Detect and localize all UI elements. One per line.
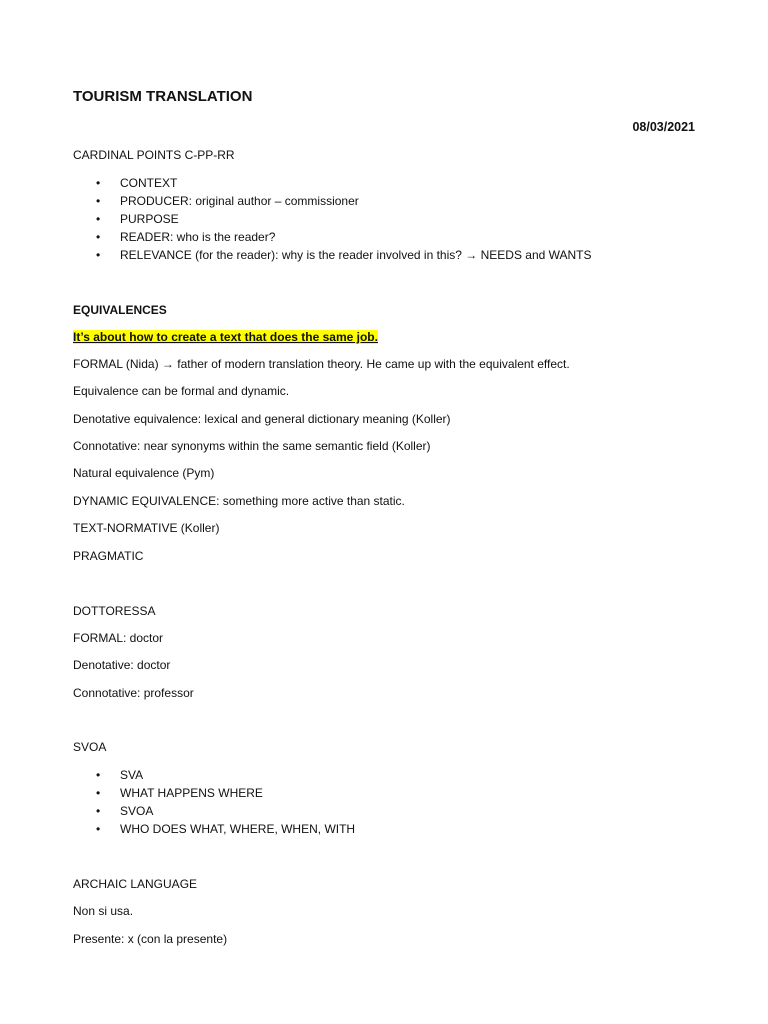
list-item: • WHAT HAPPENS WHERE xyxy=(96,786,263,800)
svoa-list xyxy=(73,768,355,840)
bullet-icon: • xyxy=(96,822,101,836)
bullet-icon: • xyxy=(96,768,101,782)
text-line: FORMAL (Nida) → father of modern translation theory. He came up with the equivalent effect. xyxy=(73,357,570,371)
document-date: 08/03/2021 xyxy=(632,120,695,134)
text-line: Denotative equivalence: lexical and general dictionary meaning (Koller) xyxy=(73,412,451,426)
document-title: TOURISM TRANSLATION xyxy=(73,88,253,105)
cardinal-points-list xyxy=(73,176,592,266)
text-line: Non si usa. xyxy=(73,904,134,918)
bullet-icon: • xyxy=(96,230,101,244)
bullet-icon: • xyxy=(96,786,101,800)
dottoressa-heading: DOTTORESSA xyxy=(73,604,156,618)
list-item: • READER: who is the reader? xyxy=(96,230,276,244)
text-line: Equivalence can be formal and dynamic. xyxy=(73,384,290,398)
equivalences-heading: EQUIVALENCES xyxy=(73,303,167,317)
bullet-icon: • xyxy=(96,212,101,226)
bullet-icon: • xyxy=(96,176,101,190)
text-line: PRAGMATIC xyxy=(73,549,144,563)
archaic-language-heading: ARCHAIC LANGUAGE xyxy=(73,877,198,891)
list-item: • PURPOSE xyxy=(96,212,179,226)
text-line: Presente: x (con la presente) xyxy=(73,932,228,946)
text-line: Connotative: professor xyxy=(73,686,194,700)
highlighted-text: It’s about how to create a text that does the same job. xyxy=(73,330,378,344)
text-line: FORMAL: doctor xyxy=(73,631,164,645)
text-line: Natural equivalence (Pym) xyxy=(73,466,215,480)
list-item: • RELEVANCE (for the reader): why is the reader involved in this? → NEEDS and WANTS xyxy=(96,248,592,262)
list-item: • SVOA xyxy=(96,804,154,818)
text-line: TEXT-NORMATIVE (Koller) xyxy=(73,521,220,535)
text-line: Connotative: near synonyms within the same semantic field (Koller) xyxy=(73,439,431,453)
list-item: • PRODUCER: original author – commissioner xyxy=(96,194,359,208)
list-item: • SVA xyxy=(96,768,144,782)
highlight-line xyxy=(73,330,378,345)
svoa-heading: SVOA xyxy=(73,740,107,754)
bullet-icon: • xyxy=(96,248,101,262)
list-item: • CONTEXT xyxy=(96,176,178,190)
list-item: • WHO DOES WHAT, WHERE, WHEN, WITH xyxy=(96,822,356,836)
bullet-icon: • xyxy=(96,804,101,818)
cardinal-points-heading: CARDINAL POINTS C-PP-RR xyxy=(73,148,235,162)
text-line: DYNAMIC EQUIVALENCE: something more active than static. xyxy=(73,494,405,508)
text-line: Denotative: doctor xyxy=(73,658,171,672)
bullet-icon: • xyxy=(96,194,101,208)
